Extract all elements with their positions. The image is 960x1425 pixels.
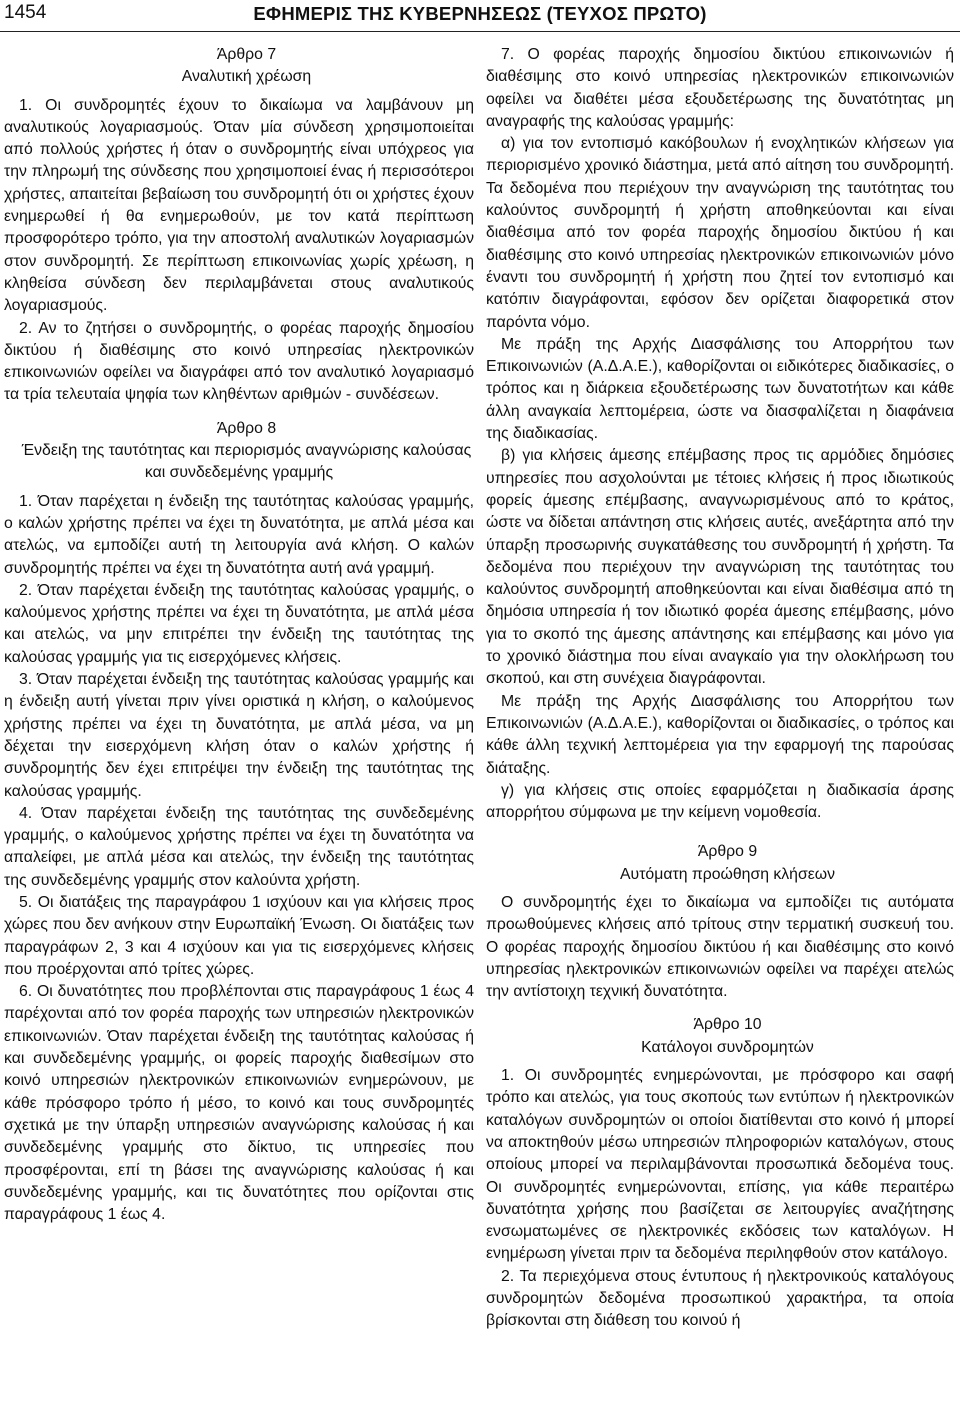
journal-title: ΕΦΗΜΕΡΙΣ ΤΗΣ ΚΥΒΕΡΝΗΣΕΩΣ (ΤΕΥΧΟΣ ΠΡΩΤΟ) bbox=[253, 3, 707, 24]
article-9-subtitle: Αυτόματη προώθηση κλήσεων bbox=[620, 865, 835, 883]
article-7-paragraph-2: 2. Αν το ζητήσει ο συνδρομητής, ο φορέας παροχής δημοσίου δικτύου ή διαθέσιμης στο κοινό υπηρεσίας ηλεκτρονικών επικοινωνιών οφείλει να διαγράφει από τον αναλυτικό λογαριασμό τα τρία τελευταία ψηφία των κληθέντων αριθμών - συνδέσεων. bbox=[4, 319, 474, 404]
header-rule bbox=[0, 31, 960, 32]
article-8-paragraph-7c: γ) για κλήσεις στις οποίες εφαρμόζεται η διαδικασία άρσης απορρήτου σύμφωνα με την κείμενη νομοθεσία. bbox=[486, 781, 954, 822]
article-10-title: Άρθρο 10 bbox=[693, 1016, 762, 1034]
left-column bbox=[4, 44, 474, 1226]
article-7-subtitle: Αναλυτική χρέωση bbox=[181, 68, 312, 86]
article-7-paragraph-1: 1. Οι συνδρομητές έχουν το δικαίωμα να λαμβάνουν μη αναλυτικούς λογαριασμούς. Όταν μία σύνδεση χρησιμοποιείται από πολλούς χρήστες ή όταν ο συνδρομητής είναι υπόχρεος για την πληρωμή της σύνδεσης που χρησιμοποιεί ένας ή περισσότεροι χρήστες, απαιτείται βεβαίωση του συνδρομητή ότι οι χρήστες έχουν ενημερωθεί ή θα ενημερωθούν, με τον κατά περίπτωση προσφορότερο τρόπο, για την αποστολή αναλυτικών λογαριασμών στον συνδρομητή. Σε περίπτωση επικοινωνίας χωρίς χρέωση, η κληθείσα σύνδεση δεν περιλαμβάνεται στους αναλυτικούς λογαριασμούς. bbox=[4, 96, 474, 315]
article-8-paragraph-2: 2. Όταν παρέχεται ένδειξη της ταυτότητας καλούσας γραμμής, ο καλούμενος χρήστης πρέπει να έχει τη δυνατότητα, με απλά μέσα και ατελώς, να μην επιτρέπει την ένδειξη της ταυτότητας της καλούσας γραμμής για τις εισερχόμενες κλήσεις. bbox=[4, 581, 474, 666]
article-8-paragraph-7: 7. Ο φορέας παροχής δημοσίου δικτύου επικοινωνιών ή διαθέσιμης στο κοινό υπηρεσίας ηλεκτρονικών επικοινωνιών οφείλει να διαθέτει μέσα εξουδετέρωσης της δυνατότητας μη αναγραφής της καλούσας γραμμής: bbox=[486, 46, 954, 130]
article-8-paragraph-4: 4. Όταν παρέχεται ένδειξη της ταυτότητας της συνδεδεμένης γραμμής, ο καλούμενος χρήστης πρέπει να έχει τη δυνατότητα να απαλείφει, με απλά μέσα και ατελώς, την ένδειξη της ταυτότητας της συνδεδεμένης γραμμής στον καλούντα χρήστη. bbox=[4, 804, 474, 889]
article-8-paragraph-7b: β) για κλήσεις άμεσης επέμβασης προς τις αρμόδιες δημόσιες υπηρεσίες που ασχολούνται με τέτοιες κλήσεις ή προς ιδιωτικούς φορείς άμεσης επέμβασης, αναγνωρισμένους από το κράτος, ώστε να δίδεται απάντηση στις κλήσεις αυτές, ανεξάρτητα από την ύπαρξη προσωρινής συγκατάθεσης του συνδρομητή ή χρήστη. Τα δεδομένα που περιέχουν την αναγνώριση της ταυτότητας του καλούντος συνδρομητή αποθηκεύονται και είναι διαθέσιμα από τη δημόσια υπηρεσία ή τον ιδιωτικό φορέα άμεσης επέμβασης, μόνο για το σκοπό της άμεσης απάντησης και επέμβασης και μόνο για το χρονικό διάστημα που είναι αναγκαίο για την ολοκλήρωση του σκοπού, και στη συνέχεια διαγράφονται. bbox=[486, 447, 954, 688]
article-8-paragraph-1: 1. Όταν παρέχεται η ένδειξη της ταυτότητας καλούσας γραμμής, ο καλών χρήστης πρέπει να έχει τη δυνατότητα, με απλά μέσα και ατελώς, να εμποδίζει αυτή τη λειτουργία ανά κλήση. Ο καλών συνδρομητής πρέπει να έχει τη δυνατότητα αυτή ανά γραμμή. bbox=[4, 492, 474, 577]
page-number: 1454 bbox=[4, 2, 47, 23]
article-8-title: Άρθρο 8 bbox=[216, 419, 277, 437]
article-8-paragraph-7b-adae: Με πράξη της Αρχής Διασφάλισης του Απορρήτου των Επικοινωνιών (Α.Δ.Α.Ε.), καθορίζονται οι διαδικασίες, ο τρόπος και κάθε άλλη τεχνική λεπτομέρεια για την εφαρμογή της παρούσας διάταξης. bbox=[486, 692, 954, 777]
article-8-paragraph-7a: α) για τον εντοπισμό κακόβουλων ή ενοχλητικών κλήσεων για περιορισμένο χρονικό διάστημα, μετά από αίτηση του συνδρομητή. Τα δεδομένα που περιέχουν την αναγνώριση της ταυτότητας του καλούντος συνδρομητή ή χρήστη αποθηκεύονται και είναι διαθέσιμα από τον φορέα παροχής δημοσίου δικτύου ή και διαθέσιμης στο κοινό υπηρεσίας ηλεκτρονικών επικοινωνιών μόνο έναντι του συνδρομητή ή χρήστη που ζητεί τον εντοπισμό και κατόπιν διαγράφονται, εφόσον δεν ορίζεται διαφορετικά στον παρόντα νόμο. bbox=[486, 135, 954, 331]
article-7-title: Άρθρο 7 bbox=[216, 46, 277, 63]
article-8-paragraph-6: 6. Οι δυνατότητες που προβλέπονται στις παραγράφους 1 έως 4 παρέχονται από τον φορέα παροχής των υπηρεσιών ηλεκτρονικών επικοινωνιών. Όταν παρέχεται ένδειξη της ταυτότητας καλούσας ή και συνδεδεμένης γραμμής, οι φορείς παροχής διαθεσίμων στο κοινό υπηρεσιών ηλεκτρονικών επικοινωνιών ενημερώνουν, με κάθε πρόσφορο τρόπο ή μέσο, το κοινό και τους συνδρομητές σχετικά με την ύπαρξη υπηρεσιών αναγνώρισης καλούσας ή και συνδεδεμένης γραμμής στο δίκτυο, τις υπηρεσίες που προσφέρονται, επί τη βάσει της αναγνώρισης καλούσας ή και συνδεδεμένης γραμμής, και τις δυνατότητες που ορίζονται στις παραγράφους 1 έως 4. bbox=[4, 983, 474, 1224]
article-9-title: Άρθρο 9 bbox=[697, 843, 758, 861]
article-8-paragraph-5: 5. Οι διατάξεις της παραγράφου 1 ισχύουν και για κλήσεις προς χώρες που δεν ανήκουν στην Ευρωπαϊκή Ένωση. Οι διατάξεις των παραγράφων 2, 3 και 4 ισχύουν και για τις εισερχόμενες κλήσεις που προέρχονται από τρίτες χώρες. bbox=[4, 893, 474, 978]
page-header bbox=[0, 0, 960, 30]
article-10-paragraph-1: 1. Οι συνδρομητές ενημερώνονται, με πρόσφορο και σαφή τρόπο και ατελώς, για τους σκοπούς των εντύπων ή ηλεκτρονικών καταλόγων συνδρομητών οι οποίοι διατίθενται στο κοινό ή μπορεί να αποκτηθούν μέσω υπηρεσιών πληροφοριών καταλόγων, στους οποίους μπορεί να περιλαμβάνονται προσωπικά δεδομένα τους. Οι συνδρομητές ενημερώνονται, επίσης, για κάθε περαιτέρω δυνατότητα χρήσης που βασίζεται σε λειτουργίες αναζήτησης ενσωματωμένες σε ηλεκτρονικές εκδόσεις των καταλόγων. Η ενημέρωση γίνεται πριν τα δεδομένα περιληφθούν στον κατάλογο. bbox=[486, 1067, 954, 1263]
right-column bbox=[486, 44, 954, 1333]
article-9-paragraph-1: Ο συνδρομητής έχει το δικαίωμα να εμποδίζει τις αυτόματα προωθούμενες κλήσεις από τρίτους στην τερματική συσκευή του. Ο φορέας παροχής δημοσίου δικτύου ή και διαθέσιμης στο κοινό υπηρεσίας ηλεκτρονικών επικοινωνιών οφείλει να παρέχει ατελώς την αντίστοιχη τεχνική δυνατότητα. bbox=[486, 893, 954, 1001]
article-8-subtitle: Ένδειξη της ταυτότητας και περιορισμός αναγνώρισης καλούσας και συνδεδεμένης γραμμής bbox=[21, 442, 472, 482]
article-10-paragraph-2: 2. Τα περιεχόμενα στους έντυπους ή ηλεκτρονικούς καταλόγους συνδρομητών δεδομένα προσωπικού χαρακτήρα, τα οποία βρίσκονται στη διάθεση του κοινού ή bbox=[486, 1267, 954, 1330]
article-8-paragraph-3: 3. Όταν παρέχεται ένδειξη της ταυτότητας καλούσας γραμμής και η ένδειξη αυτή γίνεται πριν γίνει οριστικά η κλήση, ο καλούμενος χρήστης πρέπει να έχει τη δυνατότητα, με απλά μέσα, να μη δέχεται την εισερχόμενη κλήση όταν ο καλών χρήστης ή συνδρομητής δεν έχει επιτρέψει την ένδειξη της ταυτότητας της καλούσας γραμμής. bbox=[4, 671, 474, 800]
article-10-subtitle: Κατάλογοι συνδρομητών bbox=[641, 1038, 814, 1056]
article-8-paragraph-7a-adae: Με πράξη της Αρχής Διασφάλισης του Απορρήτου των Επικοινωνιών (Α.Δ.Α.Ε.), καθορίζονται οι ειδικότερες διαδικασίες, ο τρόπος και η διάρκεια εξουδετέρωσης των δυνατοτήτων και κάθε άλλη αναγκαία λεπτομέρεια, ώστε να διασφαλίζεται η διαφάνεια της διαδικασίας. bbox=[486, 335, 954, 443]
